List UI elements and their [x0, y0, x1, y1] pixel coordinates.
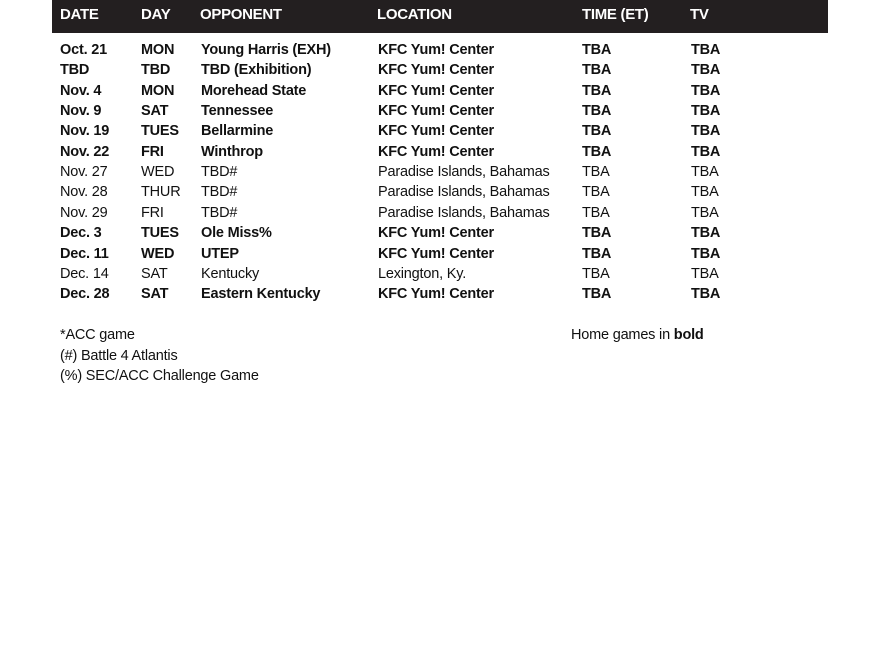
cell-opponent: Tennessee [201, 103, 274, 120]
cell-location: KFC Yum! Center [378, 143, 494, 160]
cell-day: WED [141, 164, 175, 181]
cell-date: Dec. 3 [60, 225, 102, 242]
table-row [0, 123, 880, 143]
cell-day: TBD [141, 62, 171, 79]
cell-time: TBA [582, 265, 610, 282]
cell-opponent: TBD# [201, 204, 238, 221]
cell-day: MON [141, 42, 175, 58]
cell-opponent: Kentucky [201, 265, 260, 282]
cell-day: TUES [141, 123, 179, 140]
cell-location: KFC Yum! Center [378, 82, 494, 99]
cell-day: SAT [141, 265, 168, 282]
cell-tv: TBA [691, 123, 721, 140]
cell-location: Lexington, Ky. [378, 265, 467, 282]
cell-opponent: Winthrop [201, 143, 263, 160]
cell-day: TUES [141, 225, 179, 242]
home-games-legend [571, 327, 704, 343]
header-opponent: OPPONENT [200, 6, 282, 23]
cell-day: THUR [141, 184, 181, 201]
cell-tv: TBA [691, 164, 719, 181]
cell-opponent: UTEP [201, 245, 239, 262]
cell-tv: TBA [691, 62, 721, 79]
cell-date: Nov. 9 [60, 103, 102, 120]
table-row [0, 184, 880, 204]
cell-date: Nov. 27 [60, 164, 108, 181]
note-battle4atlantis: (#) Battle 4 Atlantis [60, 348, 178, 364]
cell-time: TBA [582, 225, 612, 242]
cell-location: Paradise Islands, Bahamas [378, 184, 550, 201]
cell-opponent: TBD (Exhibition) [201, 62, 312, 79]
cell-tv: TBA [691, 286, 721, 303]
table-header [52, 0, 828, 33]
cell-day: SAT [141, 103, 169, 120]
cell-date: TBD [60, 62, 90, 79]
cell-time: TBA [582, 245, 612, 262]
table-row [0, 225, 880, 245]
cell-date: Nov. 29 [60, 204, 108, 221]
cell-day: SAT [141, 286, 169, 303]
cell-tv: TBA [691, 225, 721, 242]
cell-date: Dec. 28 [60, 286, 110, 303]
cell-date: Dec. 14 [60, 265, 109, 282]
table-row [0, 83, 880, 103]
table-row [0, 246, 880, 266]
cell-opponent: TBD# [201, 184, 238, 201]
cell-date: Dec. 11 [60, 245, 109, 262]
cell-location: KFC Yum! Center [378, 286, 494, 303]
table-row [0, 42, 880, 62]
table-row [0, 103, 880, 123]
cell-day: WED [141, 245, 175, 262]
header-day: DAY [141, 6, 171, 23]
header-date: DATE [60, 6, 99, 23]
cell-tv: TBA [691, 245, 721, 262]
table-row [0, 286, 880, 306]
cell-opponent: TBD# [201, 164, 238, 181]
cell-time: TBA [582, 164, 610, 181]
cell-time: TBA [582, 204, 610, 221]
cell-time: TBA [582, 286, 612, 303]
cell-opponent: Eastern Kentucky [201, 286, 321, 303]
cell-time: TBA [582, 123, 612, 140]
cell-tv: TBA [691, 143, 721, 160]
note-acc: *ACC game [60, 327, 135, 343]
cell-opponent: Young Harris (EXH) [201, 42, 331, 58]
cell-date: Oct. 21 [60, 42, 107, 58]
cell-time: TBA [582, 82, 612, 99]
note-sec-acc: (%) SEC/ACC Challenge Game [60, 368, 259, 384]
cell-day: FRI [141, 204, 164, 221]
cell-location: KFC Yum! Center [378, 62, 494, 79]
cell-time: TBA [582, 103, 612, 120]
cell-location: KFC Yum! Center [378, 42, 494, 58]
legend-bold: bold [673, 327, 704, 343]
table-row [0, 164, 880, 184]
table-row [0, 144, 880, 164]
header-time: TIME (ET) [582, 6, 649, 23]
header-location: LOCATION [377, 6, 452, 23]
cell-tv: TBA [691, 184, 719, 201]
cell-date: Nov. 28 [60, 184, 108, 201]
cell-location: KFC Yum! Center [378, 225, 494, 242]
table-row [0, 266, 880, 286]
cell-date: Nov. 22 [60, 143, 110, 160]
table-row [0, 62, 880, 82]
cell-day: MON [141, 82, 175, 99]
cell-time: TBA [582, 143, 612, 160]
cell-tv: TBA [691, 42, 721, 58]
cell-tv: TBA [691, 103, 721, 120]
cell-location: Paradise Islands, Bahamas [378, 164, 550, 181]
cell-location: KFC Yum! Center [378, 245, 494, 262]
cell-tv: TBA [691, 204, 719, 221]
cell-day: FRI [141, 143, 164, 160]
cell-time: TBA [582, 42, 612, 58]
table-row [0, 205, 880, 225]
cell-opponent: Bellarmine [201, 123, 274, 140]
cell-location: KFC Yum! Center [378, 123, 494, 140]
cell-location: KFC Yum! Center [378, 103, 494, 120]
cell-location: Paradise Islands, Bahamas [378, 204, 550, 221]
cell-time: TBA [582, 62, 612, 79]
cell-date: Nov. 19 [60, 123, 110, 140]
cell-opponent: Ole Miss% [201, 225, 272, 242]
header-tv: TV [690, 6, 709, 23]
cell-opponent: Morehead State [201, 82, 307, 99]
cell-date: Nov. 4 [60, 82, 102, 99]
legend-text: Home games in [571, 327, 674, 343]
cell-time: TBA [582, 184, 610, 201]
cell-tv: TBA [691, 265, 719, 282]
cell-tv: TBA [691, 82, 721, 99]
